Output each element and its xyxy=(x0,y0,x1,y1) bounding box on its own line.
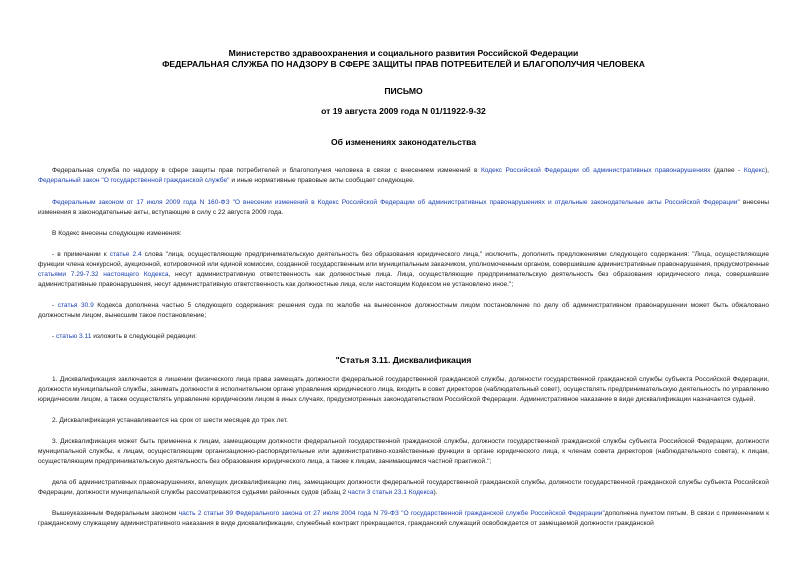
document-subject: Об изменениях законодательства xyxy=(330,137,477,147)
text: , несут административную ответственность как должностные лица. Лица, осуществляющие предпринимательскую деятельность без образования юридического лица, совершившие административные правонарушения, несут административную ответственность как должностные лица, если настоящим Кодексом не установлено иное."; xyxy=(38,271,769,288)
service-name: ФЕДЕРАЛЬНАЯ СЛУЖБА ПО НАДЗОРУ В СФЕРЕ ЗАЩИТЫ ПРАВ ПОТРЕБИТЕЛЕЙ И БЛАГОПОЛУЧИЯ ЧЕЛОВЕКА xyxy=(162,59,645,69)
paragraph-article-30-9 xyxy=(38,301,769,321)
article-point-2: 2. Дисквалификация устанавливается на срок от шести месяцев до трех лет. xyxy=(52,417,288,424)
link-articles-7-29-7-32[interactable]: статьями 7.29-7.32 настоящего Кодекса xyxy=(38,271,169,278)
link-law-160[interactable]: Федеральным законом от 17 июля 2009 года N 160-ФЗ "О внесении изменений в Кодекс Российской Федерации об административных правонарушениях и отдельные законодательные акты Российской Федерации" xyxy=(52,199,740,206)
document-type: ПИСЬМО xyxy=(384,86,423,96)
ministry-name: Министерство здравоохранения и социального развития Российской Федерации xyxy=(228,48,579,58)
article-title: "Статья 3.11. Дисквалификация xyxy=(335,355,472,365)
text: Вышеуказанным Федеральным законом xyxy=(52,510,179,517)
text: - в примечании к xyxy=(52,251,110,258)
paragraph-intro xyxy=(38,166,769,186)
link-article-23-1[interactable]: части 3 статьи 23.1 Кодекса xyxy=(347,489,434,496)
text: дела об административных правонарушениях, влекущих дисквалификацию лиц, замещающих должности федеральной государственной гражданской службы, должности государственной гражданской службы субъекта Российской Федерации, должности муниципальной службы рассматриваются судьями районных судов (абзац 2 xyxy=(38,479,769,496)
text: Федеральная служба по надзору в сфере защиты прав потребителей и благополучия человека в связи с внесением изменений в xyxy=(52,167,481,174)
link-civil-service-law[interactable]: Федеральный закон "О государственной гражданской службе" xyxy=(38,177,230,184)
link-article-3-11[interactable]: статью 3.11 xyxy=(56,333,92,340)
link-kodeks[interactable]: Кодекс xyxy=(743,167,765,174)
text: внесены изменения в законодательные акты, вступающие в силу с 22 августа 2009 года. xyxy=(38,199,769,216)
paragraph-changes: В Кодекс внесены следующие изменения: xyxy=(52,230,182,237)
link-article-2-4[interactable]: статье 2.4 xyxy=(109,251,142,258)
text: слова "лица, осуществляющие предпринимательскую деятельность без образования юридического лица," исключить, дополнить предложениями следующего содержания: "Лица, осуществляющие функции члена конкурсной, аукционной, котировочной или единой комиссии, созданной государственным или муниципальным заказчиком, уполномоченным органом, совершившие административные правонарушения, предусмотренные xyxy=(38,251,769,268)
paragraph-article-3-11 xyxy=(38,332,769,342)
text: и иные нормативные правовые акты сообщает следующее. xyxy=(229,177,415,184)
text: ), xyxy=(764,167,769,174)
document-body xyxy=(38,166,769,529)
text: - xyxy=(52,333,57,340)
link-koap[interactable]: Кодекс Российской Федерации об административных правонарушениях xyxy=(480,167,711,174)
paragraph-law-79 xyxy=(38,509,769,529)
paragraph-district-courts xyxy=(38,478,769,498)
text: дополнена пунктом пятым. В связи с применением к гражданскому служащему административного наказания в виде дисквалификации, служебный контракт прекращается, гражданский служащий освобождается от замещаемой должности гражданской xyxy=(38,510,769,527)
article-point-1: 1. Дисквалификация заключается в лишении физического лица права замещать должности федеральной государственной гражданской службы, должности государственной гражданской службы субъекта Российской Федерации, должности муниципальной службы, занимать должности в исполнительном органе управления юридического лица, входить в совет директоров (наблюдательный совет), осуществлять предпринимательскую деятельность по управлению юридическим лицом, а также осуществлять управление юридическим лицом в иных случаях, предусмотренных законодательством Российской Федерации. Административное наказание в виде дисквалификации назначается судьей. xyxy=(38,376,769,403)
text: ). xyxy=(433,489,438,496)
text: Кодекса дополнена частью 5 следующего содержания: решения суда по жалобе на вынесенное должностным лицом постановление по делу об административном правонарушении может быть обжаловано должностным лицом, вынесшим такое постановление; xyxy=(38,302,769,319)
text: - xyxy=(52,302,58,309)
article-point-3: 3. Дисквалификация может быть применена к лицам, замещающим должности федеральной государственной гражданской службы, должности государственной гражданской службы субъекта Российской Федерации, должности муниципальной службы, к лицам, осуществляющим организационно-распорядительные или административно-хозяйственные функции в органе юридического лица, к членам совета директоров (наблюдательного совета), к лицам, осуществляющим предпринимательскую деятельность без образования юридического лица, а также к лицам, занимающимся частной практикой."; xyxy=(38,438,769,465)
text: (далее - xyxy=(710,167,744,174)
link-law-79[interactable]: часть 2 статьи 39 Федерального закона от 27 июля 2004 года N 79-ФЗ "О государственной гражданской службе Российской Федерации" xyxy=(178,510,605,517)
paragraph-article-2-4 xyxy=(38,250,769,290)
paragraph-law-160 xyxy=(38,198,769,218)
link-article-30-9[interactable]: статья 30.9 xyxy=(57,302,94,309)
text: изложить в следующей редакции: xyxy=(91,333,197,340)
document-date: от 19 августа 2009 года N 01/11922-9-32 xyxy=(321,106,486,116)
